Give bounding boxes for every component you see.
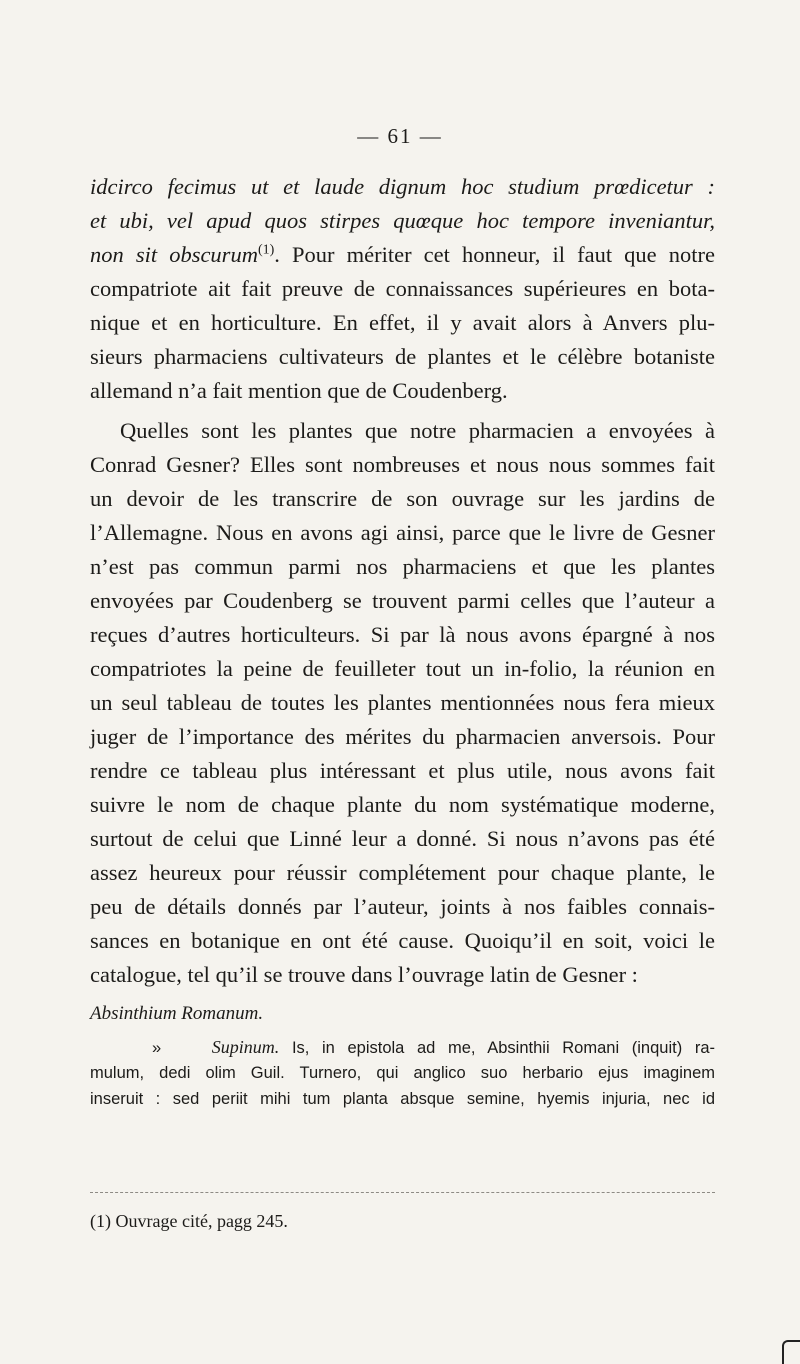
paragraph-2-line: l’Allemagne. Nous en avons agi ainsi, parce que le livre de Gesner: [90, 520, 715, 545]
latin-quote-line-2: [90, 204, 715, 238]
paragraph-2-line: envoyées par Coudenberg se trouvent parmi celles que l’auteur a: [90, 588, 715, 613]
catalogue-entry-heading: Absinthium Romanum.: [90, 1003, 264, 1024]
paragraph-2-line: Conrad Gesner? Elles sont nombreuses et nous nous sommes fait: [90, 452, 715, 477]
page-corner-mark: [782, 1340, 800, 1364]
paragraph-2-line: Quelles sont les plantes que notre pharmacien a envoyées à: [120, 418, 715, 443]
paragraph-2-line: reçues d’autres horticulteurs. Si par là nous avons épargné à nos: [90, 622, 715, 647]
latin-quote-text: idcirco fecimus ut et laude dignum hoc studium prœdicetur :: [90, 174, 715, 199]
paragraph-1-line: compatriote ait fait preuve de connaissances supérieures en bota-: [90, 276, 715, 301]
catalogue-entry-line: [90, 1034, 715, 1061]
paragraph-2-line: peu de détails donnés par l’auteur, joints à nos faibles connais-: [90, 894, 715, 919]
catalogue-entry-name: Supinum.: [211, 1037, 280, 1057]
paragraph-2-line: assez heureux pour réussir complétement pour chaque plante, le: [90, 860, 715, 885]
latin-quote-line-1: [90, 170, 715, 204]
paragraph-1-line: sieurs pharmaciens cultivateurs de plantes et le célèbre botaniste: [90, 344, 715, 369]
paragraph-2-line: catalogue, tel qu’il se trouve dans l’ouvrage latin de Gesner :: [90, 962, 638, 987]
page-number: — 61 —: [357, 124, 443, 148]
footnote: (1) Ouvrage cité, pagg 245.: [90, 1211, 288, 1231]
paragraph-2-line: un seul tableau de toutes les plantes mentionnées nous fera mieux: [90, 690, 715, 715]
latin-quote-text: non sit obscurum: [90, 242, 258, 267]
paragraph-2-line: surtout de celui que Linné leur a donné. Si nous n’avons pas été: [90, 826, 715, 851]
paragraph-1-line: nique et en horticulture. En effet, il y avait alors à Anvers plu-: [90, 310, 715, 335]
footnote-divider: [90, 1192, 715, 1193]
paragraph-2-line: juger de l’importance des mérites du pharmacien anversois. Pour: [90, 724, 715, 749]
latin-quote-line-3: [90, 238, 715, 272]
paragraph-2-line: sances en botanique en ont été cause. Quoiqu’il en soit, voici le: [90, 928, 715, 953]
paragraph-2-line: suivre le nom de chaque plante du nom systématique moderne,: [90, 792, 715, 817]
catalogue-entry-text: Is, in epistola ad me, Absinthii Romani (inquit) ra-: [291, 1039, 716, 1057]
paragraph-2-line: n’est pas commun parmi nos pharmaciens et que les plantes: [90, 554, 715, 579]
paragraph-2-line: un devoir de les transcrire de son ouvrage sur les jardins de: [90, 486, 715, 511]
ditto-mark: »: [152, 1039, 162, 1057]
catalogue-entry-line: mulum, dedi olim Guil. Turnero, qui anglico suo herbario ejus imaginem: [90, 1064, 715, 1082]
catalogue-entry-line: inseruit : sed periit mihi tum planta absque semine, hyemis injuria, nec id: [90, 1090, 715, 1108]
paragraph-2-line: compatriotes la peine de feuilleter tout un in-folio, la réunion en: [90, 656, 715, 681]
body-text: . Pour mériter cet honneur, il faut que notre: [274, 242, 715, 267]
paragraph-2-line: rendre ce tableau plus intéressant et plus utile, nous avons fait: [90, 758, 715, 783]
paragraph-1-line: allemand n’a fait mention que de Coudenberg.: [90, 378, 508, 403]
footnote-reference: (1): [257, 242, 275, 258]
latin-quote-text: et ubi, vel apud quos stirpes quœque hoc tempore inveniantur,: [90, 208, 715, 233]
